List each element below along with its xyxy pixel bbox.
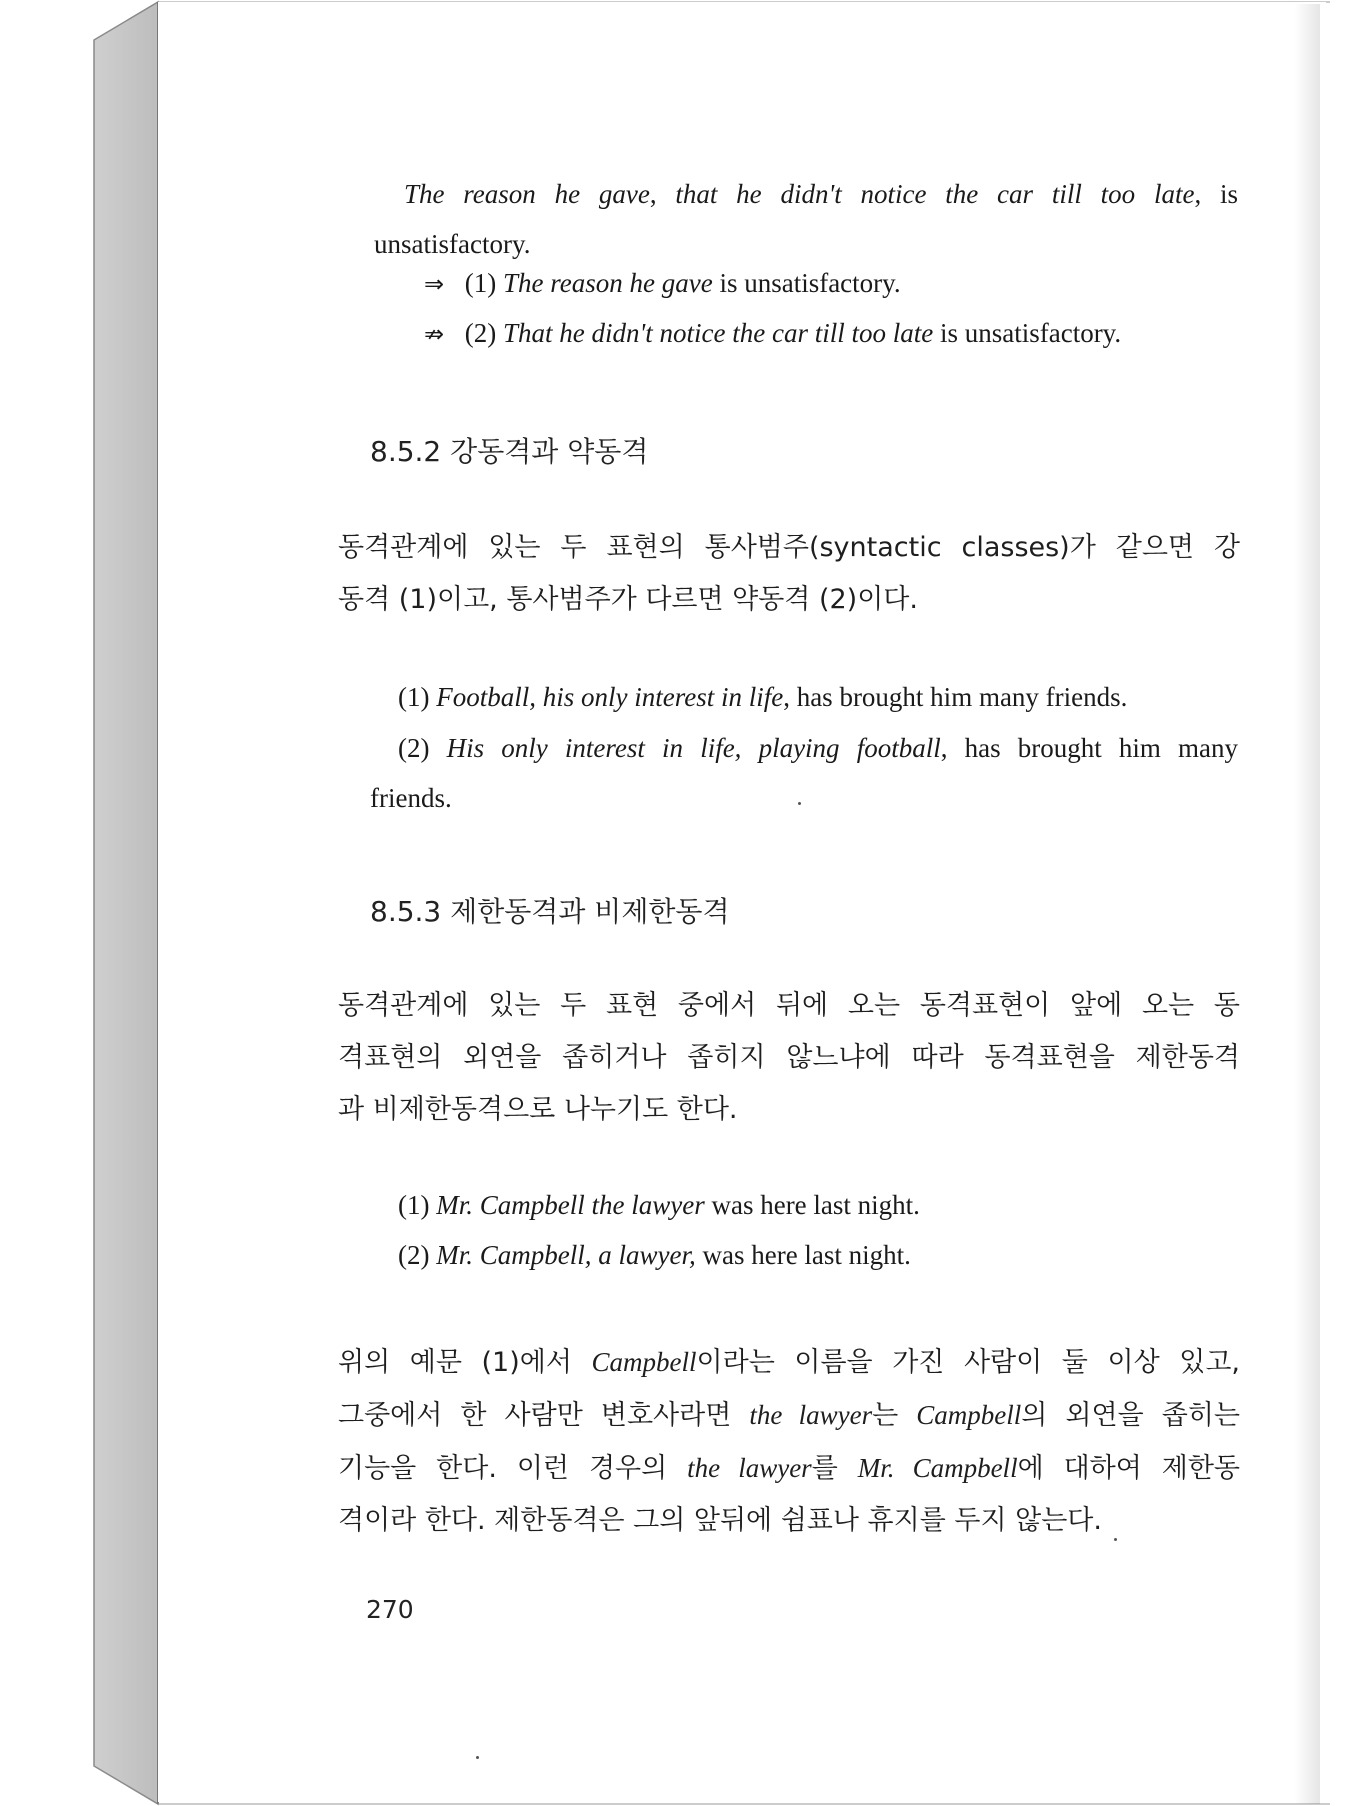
paragraph-line: 동격관계에 있는 두 표현 중에서 뒤에 오는 동격표현이 앞에 오는 동	[338, 990, 1240, 1021]
example-sentence-continued: unsatisfactory.	[374, 229, 531, 259]
paragraph-line	[338, 1442, 1240, 1495]
example-item-1	[398, 682, 1127, 713]
implication-line	[424, 268, 901, 299]
example-text: is unsatisfactory.	[939, 318, 1122, 348]
example-italic: The reason he gave	[502, 268, 713, 298]
paragraph-line: 과 비제한동격으로 나누기도 한다.	[338, 1094, 738, 1125]
scan-speck	[476, 1756, 479, 1759]
example-item-2	[398, 1240, 911, 1271]
text-run: 위의 예문 (1)에서	[338, 1347, 592, 1378]
scan-speck	[798, 802, 801, 805]
text-run: 에 대하여 제한동	[1017, 1453, 1241, 1484]
paragraph-line: 동격관계에 있는 두 표현의 통사범주(syntactic classes)가 같으면 강	[338, 532, 1240, 563]
text-run: 이라는 이름을 가진 사람이 둘 이상 있고,	[696, 1347, 1240, 1378]
example-italic: That he didn't notice the car till too late	[502, 318, 934, 348]
item-number: (2)	[464, 318, 497, 348]
italic-run: Campbell	[591, 1347, 697, 1377]
item-number: (1)	[464, 268, 497, 298]
example-text: was here last night.	[711, 1190, 920, 1220]
scan-speck	[1114, 1538, 1117, 1541]
example-italic: that he didn't notice the car till too late	[675, 179, 1195, 209]
text-run: 를	[811, 1453, 858, 1484]
text-run: 는	[872, 1400, 917, 1431]
page-content	[158, 2, 1326, 1802]
section-heading-8-5-3: 8.5.3 제한동격과 비제한동격	[370, 895, 730, 928]
implies-arrow-icon: ⇒	[424, 270, 445, 298]
example-sentence	[404, 168, 1238, 220]
example-italic: Mr. Campbell, a lawyer,	[436, 1240, 696, 1270]
paragraph-line: 격이라 한다. 제한동격은 그의 앞뒤에 쉼표나 휴지를 두지 않는다.	[338, 1505, 1102, 1536]
example-item-1	[398, 1190, 920, 1221]
paragraph-line: 격표현의 외연을 좁히거나 좁히지 않느냐에 따라 동격표현을 제한동격	[338, 1042, 1240, 1073]
italic-run: the lawyer	[687, 1453, 812, 1483]
section-paragraph	[338, 980, 1240, 1136]
paragraph-line	[338, 1336, 1240, 1389]
paragraph-line	[338, 1389, 1240, 1442]
item-number: (2)	[398, 733, 430, 763]
section-paragraph	[338, 522, 1240, 626]
example-item-2-continued: friends.	[370, 783, 452, 813]
example-italic: His only interest in life, playing football	[446, 733, 941, 763]
italic-run: Campbell	[916, 1400, 1022, 1430]
text-run: 기능을 한다. 이런 경우의	[338, 1453, 688, 1484]
paragraph-line: 동격 (1)이고, 통사범주가 다르면 약동격 (2)이다.	[338, 584, 918, 615]
item-number: (2)	[398, 1240, 430, 1270]
item-number: (1)	[398, 682, 430, 712]
italic-run: the lawyer	[749, 1400, 873, 1430]
example-italic: Mr. Campbell the lawyer	[436, 1190, 705, 1220]
example-text: was here last night.	[702, 1240, 911, 1270]
example-italic: Football, his only interest in life	[436, 682, 784, 712]
page-number: 270	[366, 1595, 414, 1624]
example-text: , is	[1194, 179, 1238, 209]
example-text: , has brought him many	[940, 733, 1238, 763]
example-text: , has brought him many friends.	[783, 682, 1128, 712]
section-heading-8-5-2: 8.5.2 강동격과 약동격	[370, 435, 649, 468]
italic-run: Mr. Campbell	[857, 1453, 1018, 1483]
example-text: is unsatisfactory.	[719, 268, 901, 298]
explanation-paragraph	[338, 1336, 1240, 1547]
example-italic: The reason he gave	[404, 179, 650, 209]
text-run: 의 외연을 좁히는	[1021, 1400, 1240, 1431]
example-item-2	[398, 722, 1238, 774]
book-page	[158, 2, 1326, 1802]
text-run: 그중에서 한 사람만 변호사라면	[338, 1400, 750, 1431]
item-number: (1)	[398, 1190, 430, 1220]
non-implication-line	[424, 318, 1121, 349]
not-implies-arrow-icon: ⇏	[424, 320, 445, 348]
example-text: ,	[649, 179, 676, 209]
